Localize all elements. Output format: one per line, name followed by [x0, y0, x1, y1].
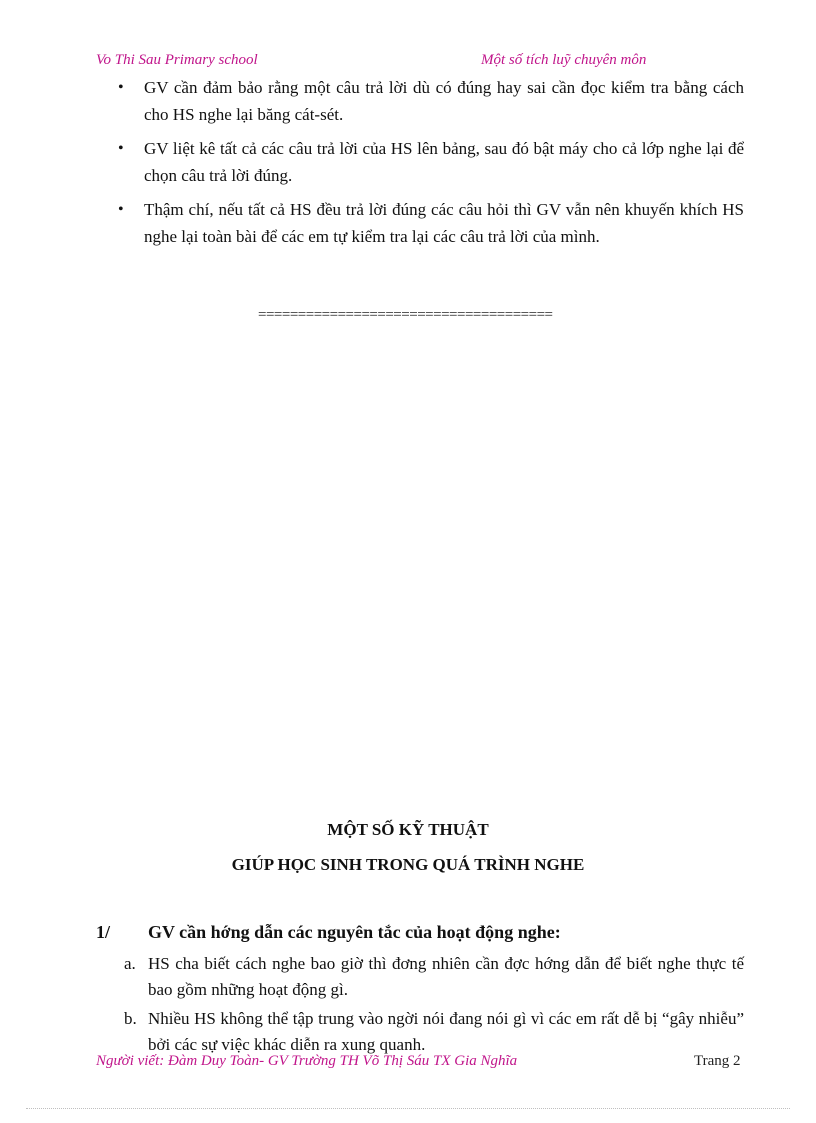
title-line-2: GIÚP HỌC SINH TRONG QUÁ TRÌNH NGHE [231, 855, 585, 874]
bullet-icon: • [118, 140, 124, 157]
list-item [124, 1006, 744, 1058]
bullet-text: Thậm chí, nếu tất cả HS đều trả lời đúng các câu hỏi thì GV vẫn nên khuyến khích HS nghe lại toàn bài để các em tự kiểm tra lại các câu trả lời của mình. [144, 200, 744, 246]
separator-line: ===================================== [258, 307, 553, 323]
title-line-1: MỘT SỐ KỸ THUẬT [327, 820, 489, 839]
footer-page-number: Trang 2 [694, 1053, 741, 1069]
item-text: HS cha biết cách nghe bao giờ thì đơng nhiên cần đợc hớng dẫn để biết nghe thực tế bao gồm những hoạt động gì. [148, 954, 744, 999]
item-label: b. [124, 1009, 137, 1028]
bullet-text: GV cần đảm bảo rằng một câu trả lời dù có đúng hay sai cần đọc kiểm tra bằng cách cho HS nghe lại băng cát-sét. [144, 78, 744, 124]
list-item [124, 951, 744, 1003]
header-topic: Một số tích luỹ chuyên môn [481, 52, 647, 68]
bullet-item [116, 196, 744, 250]
item-text: Nhiều HS không thể tập trung vào ngời nói đang nói gì vì các em rất dễ bị “gây nhiễu” bởi các sự việc khác diễn ra xung quanh. [148, 1009, 744, 1054]
bullet-list [116, 74, 744, 257]
item-label: a. [124, 954, 136, 973]
bullet-item [116, 135, 744, 189]
page-bottom-divider [26, 1108, 790, 1109]
bullet-icon: • [118, 201, 124, 218]
bullet-item [116, 74, 744, 128]
section-items [124, 951, 744, 1061]
header-school: Vo Thi Sau Primary school [96, 52, 258, 68]
bullet-text: GV liệt kê tất cả các câu trả lời của HS lên bảng, sau đó bật máy cho cả lớp nghe lại để chọn câu trả lời đúng. [144, 139, 744, 185]
section-number: 1/ [96, 922, 111, 942]
section-heading: GV cần hớng dẫn các nguyên tắc của hoạt động nghe: [148, 922, 561, 942]
footer-author: Người viết: Đàm Duy Toàn- GV Trường TH Võ Thị Sáu TX Gia Nghĩa [96, 1053, 518, 1069]
bullet-icon: • [118, 79, 124, 96]
